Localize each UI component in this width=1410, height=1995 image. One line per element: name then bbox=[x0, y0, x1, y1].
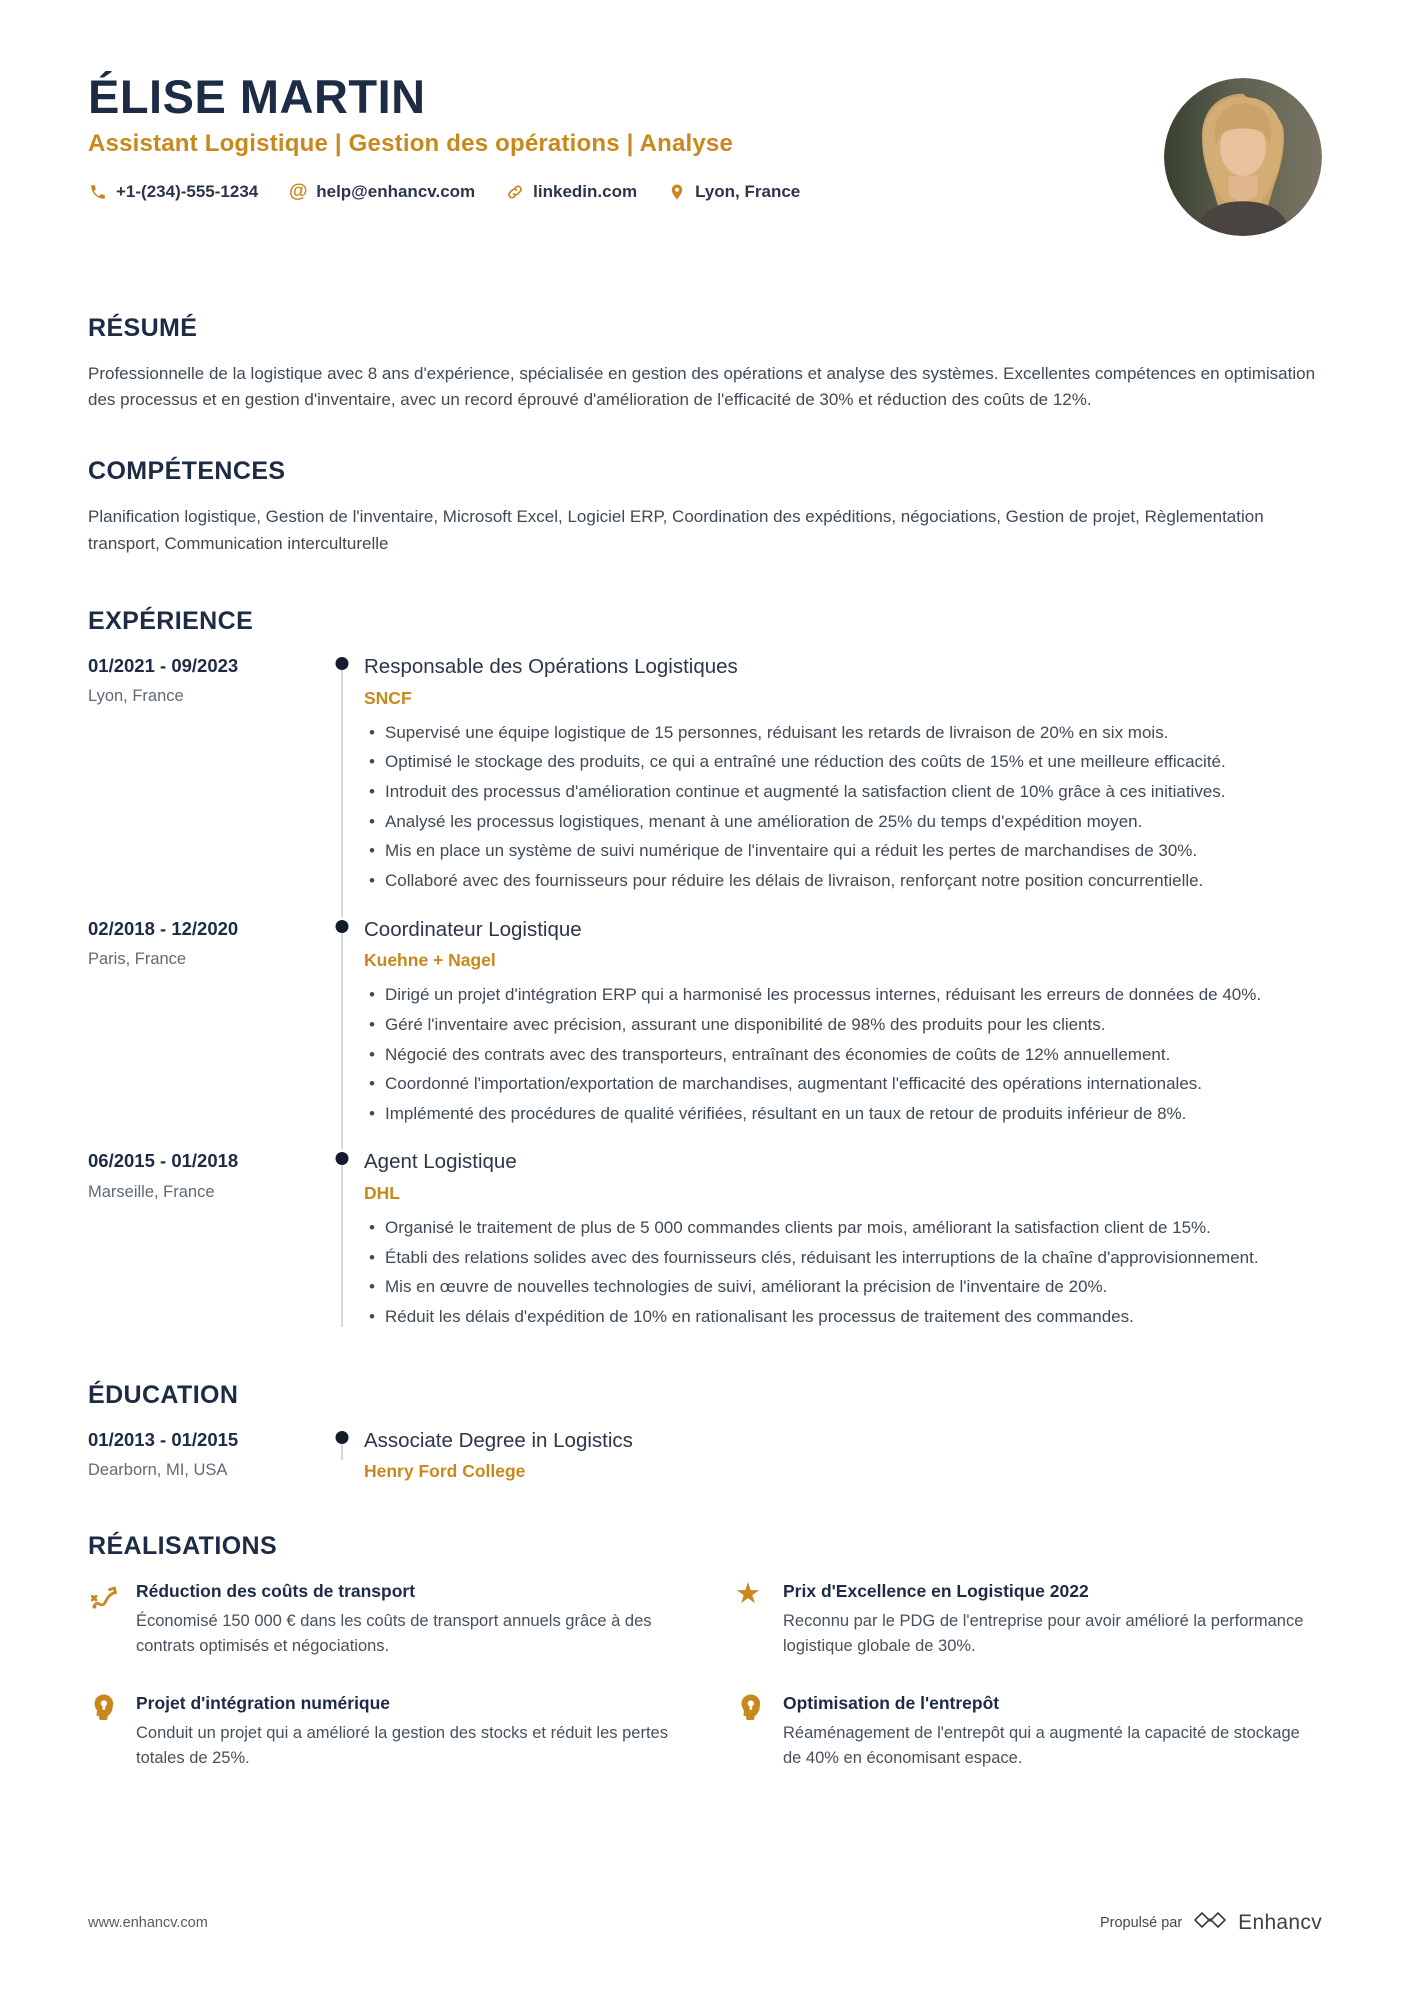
experience-bullet: • Introduit des processus d'amélioration continue et augmenté la satisfaction client de 10% grâce à ces initiatives. bbox=[364, 780, 1322, 805]
achievement-title: Réduction des coûts de transport bbox=[136, 1581, 416, 1602]
entry-body bbox=[364, 917, 1322, 1132]
contact-row bbox=[88, 182, 1322, 202]
resume-text: Professionnelle de la logistique avec 8 ans d'expérience, spécialisée en gestion des opérations et analyse des systèmes. Excellentes compétences en optimisation des processus et en gestion d'inventaire, avec un record éprouvé d'amélioration de l'efficacité de 30% et réduction des coûts de 12%. bbox=[88, 363, 1316, 410]
entry-bullets bbox=[364, 721, 1322, 894]
email-address: help@enhancv.com bbox=[316, 181, 476, 201]
entry-location: Dearborn, MI, USA bbox=[88, 1460, 228, 1479]
entry-meta bbox=[88, 654, 320, 898]
timeline-marker bbox=[320, 654, 364, 898]
competences-text: Planification logistique, Gestion de l'inventaire, Microsoft Excel, Logiciel ERP, Coordination des expéditions, négociations, Gestion de projet, Règlementation transport, Communication interculturelle bbox=[88, 507, 1264, 553]
achievement-text bbox=[136, 1579, 675, 1659]
enhancv-logo-icon bbox=[1192, 1908, 1228, 1937]
experience-bullet: • Géré l'inventaire avec précision, assurant une disponibilité de 98% des produits pour les clients. bbox=[364, 1013, 1322, 1038]
experience-bullet: • Dirigé un projet d'intégration ERP qui a harmonisé les processus internes, réduisant les erreurs de données de 40%. bbox=[364, 983, 1322, 1008]
experience-bullet: • Supervisé une équipe logistique de 15 personnes, réduisant les retards de livraison de 20% en six mois. bbox=[364, 721, 1322, 746]
section-achievements bbox=[88, 1532, 1322, 1770]
enhancv-wordmark: Enhancv bbox=[1238, 1910, 1322, 1934]
entry-body bbox=[364, 1428, 1322, 1483]
achievement-title: Prix d'Excellence en Logistique 2022 bbox=[783, 1581, 1089, 1602]
resume-heading: RÉSUMÉ bbox=[88, 313, 198, 342]
experience-bullet: • Négocié des contrats avec des transporteurs, entraînant des économies de coûts de 12% annuellement. bbox=[364, 1043, 1322, 1068]
achievement-description: Reconnu par le PDG de l'entreprise pour avoir amélioré la performance logistique globale de 30%. bbox=[783, 1612, 1304, 1656]
competences-heading: COMPÉTENCES bbox=[88, 457, 286, 486]
experience-entry bbox=[88, 917, 1322, 1132]
section-education bbox=[88, 1381, 1322, 1483]
powered-by bbox=[1100, 1908, 1322, 1937]
location-icon bbox=[667, 182, 687, 202]
idea-head-icon bbox=[735, 1692, 767, 1724]
achievement-text bbox=[783, 1579, 1322, 1659]
entry-body bbox=[364, 1149, 1322, 1334]
entry-dates: 06/2015 - 01/2018 bbox=[88, 1150, 239, 1172]
experience-heading: EXPÉRIENCE bbox=[88, 607, 254, 636]
entry-location: Lyon, France bbox=[88, 687, 184, 706]
entry-bullets bbox=[364, 983, 1322, 1126]
footer bbox=[88, 1908, 1322, 1937]
entry-location: Marseille, France bbox=[88, 1182, 215, 1201]
entry-body bbox=[364, 654, 1322, 898]
route-icon bbox=[88, 1580, 120, 1612]
entry-dates: 01/2021 - 09/2023 bbox=[88, 655, 239, 677]
entry-company: DHL bbox=[364, 1183, 400, 1204]
timeline-marker bbox=[320, 917, 364, 1132]
website-link[interactable]: www.enhancv.com bbox=[88, 1914, 208, 1931]
experience-entry bbox=[88, 1149, 1322, 1334]
achievement-title: Projet d'intégration numérique bbox=[136, 1692, 391, 1713]
achievement-description: Économisé 150 000 € dans les coûts de transport annuels grâce à des contrats optimisés et négociations. bbox=[136, 1612, 652, 1656]
experience-bullet: • Établi des relations solides avec des fournisseurs clés, réduisant les interruptions de la chaîne d'approvisionnement. bbox=[364, 1246, 1322, 1271]
phone-number: +1-(234)-555-1234 bbox=[116, 181, 259, 201]
powered-by-label: Propulsé par bbox=[1099, 1914, 1183, 1931]
entry-company: SNCF bbox=[364, 687, 412, 708]
experience-bullet: • Mis en place un système de suivi numérique de l'inventaire qui a réduit les pertes de marchandises de 30%. bbox=[364, 839, 1322, 864]
experience-bullet: • Collaboré avec des fournisseurs pour réduire les délais de livraison, renforçant notre position concurrentielle. bbox=[364, 869, 1322, 894]
entry-role: Responsable des Opérations Logistiques bbox=[364, 655, 738, 679]
education-entry bbox=[88, 1428, 1322, 1483]
phone-icon bbox=[88, 182, 108, 202]
section-experience bbox=[88, 607, 1322, 1335]
degree-title: Associate Degree in Logistics bbox=[364, 1428, 633, 1452]
linkedin-url: linkedin.com bbox=[533, 181, 638, 201]
person-name: ÉLISE MARTIN bbox=[88, 70, 426, 123]
entry-role: Coordinateur Logistique bbox=[364, 917, 582, 941]
section-resume bbox=[88, 314, 1322, 414]
achievements-grid bbox=[88, 1579, 1322, 1770]
headline: Assistant Logistique | Gestion des opérations | Analyse bbox=[88, 129, 734, 157]
entry-dates: 02/2018 - 12/2020 bbox=[88, 917, 239, 939]
experience-bullet: • Implémenté des procédures de qualité vérifiées, résultant en un taux de retour de produits inférieur de 8%. bbox=[364, 1102, 1322, 1127]
timeline-marker bbox=[320, 1149, 364, 1334]
linkedin-contact[interactable] bbox=[505, 182, 637, 202]
achievement-title: Optimisation de l'entrepôt bbox=[783, 1692, 1000, 1713]
profile-photo bbox=[1164, 78, 1322, 236]
location-text: Lyon, France bbox=[695, 181, 801, 201]
experience-bullet: • Mis en œuvre de nouvelles technologies de suivi, améliorant la précision de l'inventaire de 20%. bbox=[364, 1275, 1322, 1300]
education-heading: ÉDUCATION bbox=[88, 1380, 239, 1409]
achievement-text bbox=[136, 1691, 675, 1771]
timeline-marker bbox=[320, 1428, 364, 1483]
experience-bullet: • Organisé le traitement de plus de 5 000 commandes clients par mois, améliorant la satisfaction client de 15%. bbox=[364, 1216, 1322, 1241]
entry-location: Paris, France bbox=[88, 949, 187, 968]
entry-meta bbox=[88, 1428, 320, 1483]
entry-company: Kuehne + Nagel bbox=[364, 950, 496, 971]
achievements-heading: RÉALISATIONS bbox=[88, 1532, 278, 1561]
at-icon: @ bbox=[288, 181, 308, 203]
location-contact bbox=[667, 182, 800, 202]
entry-dates: 01/2013 - 01/2015 bbox=[88, 1428, 239, 1450]
achievement-text bbox=[783, 1691, 1322, 1771]
achievement-item bbox=[735, 1579, 1322, 1659]
achievement-description: Conduit un projet qui a amélioré la gestion des stocks et réduit les pertes totales de 25%. bbox=[136, 1723, 668, 1767]
section-competences bbox=[88, 457, 1322, 557]
idea-head-icon bbox=[88, 1692, 120, 1724]
phone-contact bbox=[88, 182, 258, 202]
experience-bullet: • Analysé les processus logistiques, menant à une amélioration de 25% du temps d'expédition moyen. bbox=[364, 810, 1322, 835]
school-name: Henry Ford College bbox=[364, 1461, 526, 1482]
achievement-item bbox=[88, 1691, 675, 1771]
achievement-item bbox=[735, 1691, 1322, 1771]
entry-role: Agent Logistique bbox=[364, 1150, 517, 1174]
entry-meta bbox=[88, 1149, 320, 1334]
entry-bullets bbox=[364, 1216, 1322, 1330]
experience-entry bbox=[88, 654, 1322, 898]
star-icon: ★ bbox=[735, 1578, 761, 1611]
experience-bullet: • Optimisé le stockage des produits, ce qui a entraîné une réduction des coûts de 15% et une meilleure efficacité. bbox=[364, 750, 1322, 775]
email-contact[interactable] bbox=[288, 182, 475, 202]
link-icon bbox=[505, 182, 525, 202]
achievement-item bbox=[88, 1579, 675, 1659]
experience-bullet: • Coordonné l'importation/exportation de marchandises, augmentant l'efficacité des opérations internationales. bbox=[364, 1072, 1322, 1097]
entry-meta bbox=[88, 917, 320, 1132]
header bbox=[88, 72, 1322, 202]
achievement-description: Réaménagement de l'entrepôt qui a augmenté la capacité de stockage de 40% en économisant espace. bbox=[783, 1723, 1300, 1767]
experience-bullet: • Réduit les délais d'expédition de 10% en rationalisant les processus de traitement des commandes. bbox=[364, 1305, 1322, 1330]
